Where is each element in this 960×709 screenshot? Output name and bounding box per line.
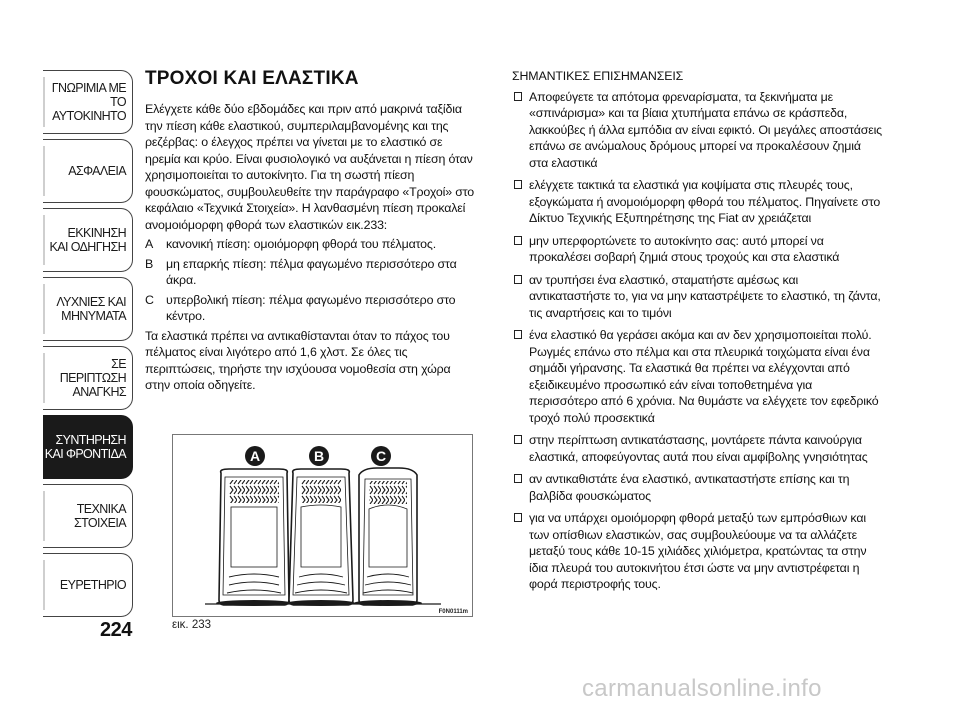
label-a-badge [245,446,265,466]
tyre-a-icon [216,469,292,606]
label-b-badge [309,446,329,466]
tab-emergency[interactable]: ΣΕ ΠΕΡΙΠΤΩΣΗ ΑΝΑΓΚΗΣ [43,346,133,410]
checkbox-bullet-icon [514,236,522,245]
item-text: κανονική πίεση: ομοιόμορφη φθορά του πέλματος. [166,237,437,251]
checkbox-bullet-icon [514,180,522,189]
note-text: για να υπάρχει ομοιόμορφη φθορά μεταξύ των εμπρόσθιων και των οπίσθιων ελαστικών, σας συμβουλεύουμε να τα αλλάζετε μεταξύ τους κάθε 10-15 χιλιάδες χιλιόμετρα, κρατώντας τα στην ίδια πλευρά του αυτοκινήτου έτσι ώστε να μην αντιστρέφεται η φορά περιστροφής τους. [529,511,867,591]
note-text: Αποφεύγετε τα απότομα φρεναρίσματα, τα ξεκινήματα με «σπινάρισμα» και τα βίαια χτυπήματα επάνω σε κράσπεδα, λακκούβες ή άλλα εμπόδια αν είναι εφικτό. Οι μεγάλες αποστάσεις επάνω σε ανώμαλους δρόμους μπορεί να προκαλέσουν ζημιά στα ελαστικά [529,89,883,170]
note-item [512,272,882,322]
note-item [512,471,882,504]
figure-code: F0N0111m [438,609,468,615]
checkbox-bullet-icon [514,92,522,101]
label-c-badge [371,446,391,466]
item-letter: A [145,237,154,251]
important-notes [512,68,882,599]
note-item [512,432,882,465]
tab-safety[interactable]: ΑΣΦΑΛΕΙΑ [43,139,133,203]
note-item [512,233,882,266]
list-item [145,236,475,253]
checkbox-bullet-icon [514,435,522,444]
page-number: 224 [100,619,132,641]
label-b: B [313,448,325,464]
note-item [512,327,882,426]
item-letter: B [145,256,154,271]
checkbox-bullet-icon [514,513,522,522]
checkbox-bullet-icon [514,474,522,483]
label-a: A [249,448,261,464]
figure-caption: εικ. 233 [172,619,212,631]
checkbox-bullet-icon [514,275,522,284]
item-text: μη επαρκής πίεση: πέλμα φαγωμένο περισσότερο στα άκρα. [166,256,457,287]
tab-starting-driving[interactable]: ΕΚΚΙΝΗΣΗ ΚΑΙ ΟΔΗΓΗΣΗ [43,208,133,272]
list-item [145,292,475,325]
tab-getting-to-know[interactable]: ΓΝΩΡΙΜΙΑ ΜΕ ΤΟ ΑΥΤΟΚΙΝΗΤΟ [43,70,133,134]
tab-warning-lights[interactable]: ΛΥΧΝΙΕΣ ΚΑΙ ΜΗΝΥΜΑΤΑ [43,277,133,341]
note-item [512,510,882,593]
note-text: αν αντικαθιστάτε ένα ελαστικό, αντικαταστήστε επίσης και τη βαλβίδα φουσκώματος [529,472,850,503]
sidebar-tabs [43,70,133,622]
section-title: ΤΡΟΧΟΙ ΚΑΙ ΕΛΑΣΤΙΚΑ [145,68,359,89]
tyre-wear-figure [172,434,473,617]
label-c: C [375,448,387,464]
closing-paragraph: Τα ελαστικά πρέπει να αντικαθίστανται όταν το πάχος του πέλματος είναι λιγότερο από 1,6 χλστ. Σε όλες τις περιπτώσεις, τηρήστε την ισχύουσα νομοθεσία στη χώρα στην οποία οδηγείτε. [145,328,451,392]
section-body [145,101,475,397]
tyre-c-icon [354,468,422,606]
note-text: ένα ελαστικό θα γεράσει ακόμα και αν δεν χρησιμοποιείται πολύ. Ρωγμές επάνω στο πέλμα και στα πλευρικά τοιχώματα είναι ένα σημάδι γήρανσης. Τα ελαστικά θα πρέπει να ελέγχονται από εξειδικευμένο προσωπικό εάν είναι τοποθετημένα για περισσότερο από 6 χρόνια. Να θυμάστε να ελέγχετε τον εφεδρικό τροχό πολύ προσεκτικά [529,328,879,425]
note-text: αν τρυπήσει ένα ελαστικό, σταματήστε αμέσως και αντικαταστήστε το, για να μην καταστρέψετε το ελαστικό, τη ζάντα, τις αναρτήσεις και το τιμόνι [529,272,881,320]
item-text: υπερβολική πίεση: πέλμα φαγωμένο περισσότερο στο κέντρο. [166,292,456,323]
tyre-b-icon [287,469,355,606]
note-item [512,89,882,172]
tab-maintenance[interactable]: ΣΥΝΤΗΡΗΣΗ ΚΑΙ ΦΡΟΝΤΙΔΑ [43,415,133,479]
tyre-wear-illustration [173,435,472,616]
tab-technical-data[interactable]: ΤΕΧΝΙΚΑ ΣΤΟΙΧΕΙΑ [43,484,133,548]
list-item [145,256,475,289]
item-letter: C [145,292,154,307]
note-text: ελέγχετε τακτικά τα ελαστικά για κοψίματα στις πλευρές τους, εξογκώματα ή ανομοιόμορφη φθορά του πέλματος. Πηγαίνετε στο Δίκτυο Τεχνικής Εξυπηρέτησης της Fiat αν χρειάζεται [529,178,881,225]
note-item [512,177,882,227]
watermark: carmanualsonline.info [582,675,822,702]
checkbox-bullet-icon [514,330,522,339]
tab-index[interactable]: ΕΥΡΕΤΗΡΙΟ [43,553,133,617]
notes-title: ΣΗΜΑΝΤΙΚΕΣ ΕΠΙΣΗΜΑΝΣΕΙΣ [512,69,684,83]
intro-paragraph: Ελέγχετε κάθε δύο εβδομάδες και πριν από μακρινά ταξίδια την πίεση κάθε ελαστικού, συμπεριλαμβανομένης και της ρεζέρβας: ο έλεγχος πρέπει να γίνεται με το ελαστικό σε ηρεμία και κρύο. Είναι φυσιολογικό να αυξάνεται η πίεση όταν χρησιμοποιείται το αυτοκίνητο. Για τη σωστή πίεση φουσκώματος, συμβουλευθείτε την παράγραφο «Τροχοί» στο κεφάλαιο «Τεχνικά Στοιχεία». Η λανθασμένη πίεση προκαλεί ανομοιόμορφη φθορά των ελαστικών εικ.233: [145,102,475,232]
note-text: μην υπερφορτώνετε το αυτοκίνητο σας: αυτό μπορεί να προκαλέσει σοβαρή ζημιά στους τροχούς και στα ελαστικά [529,233,840,264]
note-text: στην περίπτωση αντικατάστασης, μοντάρετε πάντα καινούργια ελαστικά, αποφεύγοντας αυτά που είναι αμφίβολης γνησιότητας [529,433,868,464]
